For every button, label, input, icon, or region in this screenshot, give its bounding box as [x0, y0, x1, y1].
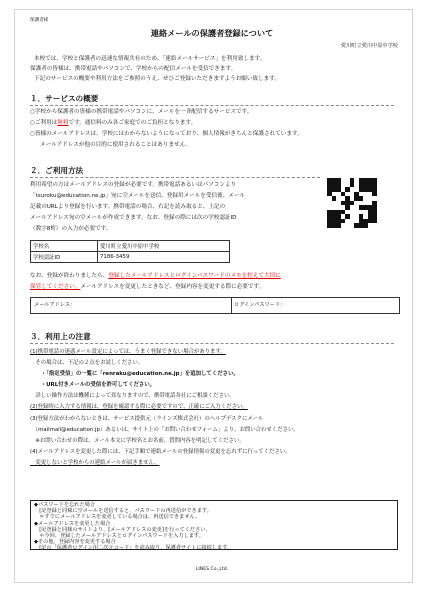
- school-row: [31, 241, 230, 252]
- forgot-password-heading: ◆パスワードを忘れた場合: [34, 502, 96, 508]
- usage-line-2: 「tsuroku@education.ne.jp」宛に空メールを送信、登録用メールを受信後、メール: [30, 193, 245, 199]
- note-1: (1)携帯電話の迷惑メール設定によっては、うまく登録できない場合があります。: [30, 349, 226, 355]
- audience-label: 保護者様: [30, 18, 49, 23]
- section3-divider: [30, 343, 394, 344]
- section3-heading: ３．利用上の注意: [30, 332, 91, 341]
- intro-line-3: 下記のサービスの概要や利用方法をご参照のうえ、ぜひご登録いただきますようお願い致します。: [34, 76, 281, 82]
- free-emphasis: 無料: [57, 120, 69, 126]
- section1-item-1: ○学校から保護者の皆様の携帯電話やパソコンに、メールを一斉配信するサービスです。: [30, 109, 253, 115]
- school-name: 愛川町立愛川中原中学校: [340, 43, 398, 49]
- section1-item-3-cont: メールアドレスが他の目的に使用されることはありません。: [40, 142, 192, 148]
- section1-heading: １．サービスの概要: [30, 94, 99, 103]
- memo-email-label: メールアドレス：: [34, 302, 76, 308]
- section1-item-2: ○ご利用は無料です。通信料のみ各ご家庭でのご負担となります。: [30, 120, 197, 126]
- memo-warning-2: 保管してください。: [30, 284, 81, 290]
- notes-list: [30, 347, 400, 469]
- usage-line-3: 記載のURLより登録を行います。携帯電話の場合、右記を読み取ると、上記の: [30, 204, 226, 210]
- page-title: 連絡メールの保護者登録について: [150, 28, 274, 38]
- change-other-step: [記の「保護者ログイン用二次元コード」を読み取り、保護者サイトに接続します。: [34, 545, 233, 552]
- section2-divider: [30, 177, 320, 178]
- memo-note-line-1: なお、登録が終わりましたら、登録したメールアドレスとログインパスワードのメモを控えて大切に: [30, 273, 281, 279]
- procedure-box: [30, 500, 398, 550]
- section2-heading: ２．ご利用方法: [30, 166, 84, 175]
- section1-divider: [30, 105, 394, 106]
- note-3-contact: （mailmail@education.jp）あるいは、サイト上の「お問い合わせフォーム」より、お問い合わせください。: [30, 426, 299, 433]
- note-1-tip-2: ・URL付きメールの受信を許可してください。: [30, 382, 156, 389]
- note-1-sub: その場合は、下記の２点をお試しください。: [30, 360, 144, 367]
- usage-line-4: メールアドレス宛の空メールが作成できます。なお、登録の際には次の学校認証ID: [30, 215, 237, 221]
- memo-password-label: ログインパスワード：: [234, 302, 286, 308]
- memo-note-line-2: 保管してください。メールアドレスを変更したときなど、登録内容を変更する際に必要です。: [30, 284, 265, 290]
- memo-box-divider: [231, 298, 232, 313]
- auth-id-label: 学校認証ID: [31, 252, 98, 263]
- change-other-heading: ◆その他、登録内容を変更する場合: [34, 539, 116, 546]
- school-value: 愛川町立愛川中原中学校: [98, 241, 230, 252]
- change-email-note: ＊今回、登録したメールアドレスとログインパスワードを入力します。: [34, 533, 204, 540]
- footer-company: LINES Co.,Ltd.: [195, 567, 229, 572]
- note-3: (3)登録方法がわからないときは、サービス提供元（ラインズ株式会社）のヘルプデスクにメール: [30, 415, 264, 422]
- usage-line-1: 利用希望の方はメールアドレスの登録が必要です。携帯電話あるいはパソコンより: [30, 182, 237, 188]
- change-email-step: [記登録と同様のサイトより、[メールアドレスの変更]を行ってください。: [34, 526, 211, 533]
- forgot-password-step: [記登録と同様に空メールを送信すると、パスワードの再送信ができます。: [34, 508, 212, 515]
- usage-line-5: （数字8桁）の入力が必要です。: [30, 226, 112, 232]
- memo-box: [30, 297, 400, 314]
- note-4: (4)メールアドレスを変更した際には、下記手順で連絡メールの登録情報の変更を忘れずに行ってください。: [30, 448, 291, 455]
- school-label: 学校名: [31, 241, 98, 252]
- note-1-tip-1: ・「指定受信」の一覧に「renraku@education.ne.jp」を追加してください。: [30, 371, 239, 378]
- auth-id-row: [31, 252, 230, 263]
- intro-line-1: 本校では、学校と保護者の迅速な情報共有のため、「連絡メールサービス」を利用致します。: [34, 56, 266, 62]
- memo-warning-1: 登録したメールアドレスとログインパスワードのメモを控えて大切に: [108, 273, 281, 279]
- school-info-table: [30, 240, 230, 263]
- auth-id-value: 7186-3459: [98, 252, 230, 263]
- change-email-heading: ◆メールアドレスを変更した場合: [34, 520, 111, 527]
- note-1-detail: 詳しい操作方法は機種によって異なりますので、携帯電話各社にご相談ください。: [30, 393, 235, 400]
- section1-item-3: ○皆様のメールアドレスは、学校にはわからないようになっており、個人情報がきちんと保護されています。: [30, 131, 303, 137]
- registration-qr-code[interactable]: [327, 178, 377, 228]
- intro-line-2: 保護者の皆様は、携帯電話やパソコンで、学校からの配信メールを受信できます。: [30, 66, 237, 72]
- note-4-cont: 変更しないと学校からの連絡メールが届きません。: [30, 459, 160, 466]
- note-3-remark: ※お問い合わせの際は、メール本文に学校名とお名前、質問内容を明記してください。: [30, 437, 245, 444]
- forgot-password-note: ＊すでにメールアドレスを変更している場合は、再送信できません。: [34, 514, 201, 521]
- note-2: (2)登録時に入力する情報は、登録を確認する際に必要ですので、正確にご入力ください。: [30, 404, 248, 411]
